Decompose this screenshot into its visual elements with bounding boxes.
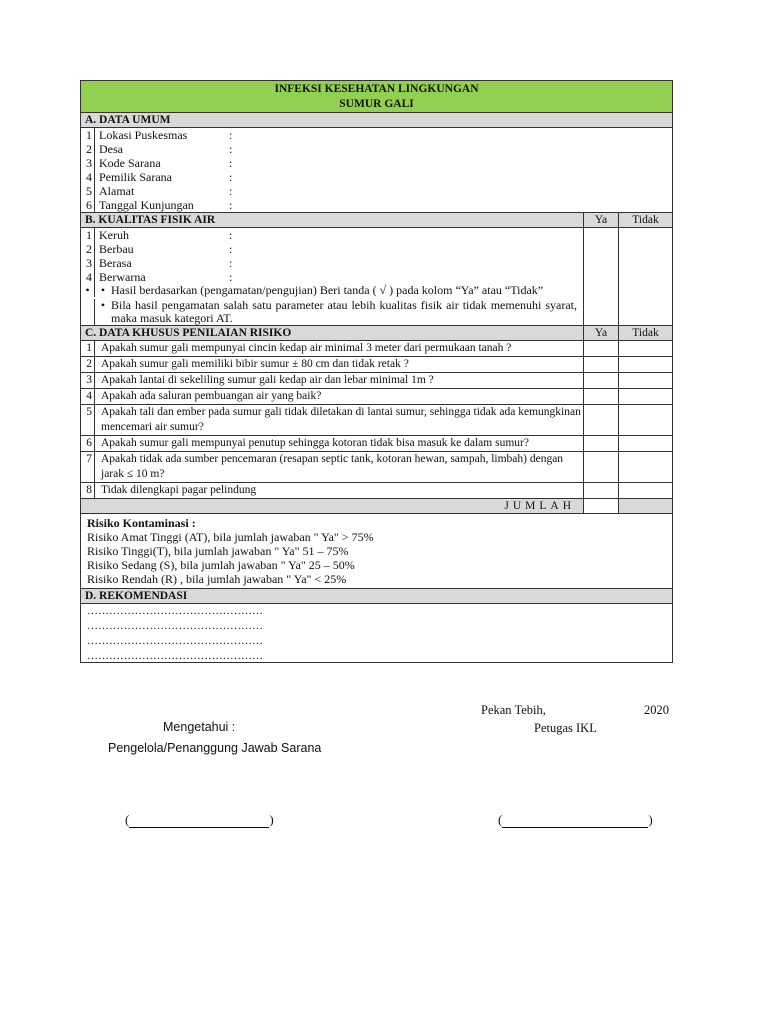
pengelola-label: Pengelola/Penanggung Jawab Sarana — [108, 741, 322, 755]
section_b-row — [81, 270, 583, 284]
section-a-header — [81, 113, 672, 128]
row-colon: : — [229, 156, 233, 170]
section-c-label: C. DATA KHUSUS PENILAIAN RISIKO — [85, 327, 292, 339]
answer-tidak-cell[interactable] — [618, 436, 672, 451]
note-text: Hasil berdasarkan (pengamatan/pengujian) Beri tanda ( √ ) pada kolom “Ya” atau “Tidak” — [111, 283, 544, 297]
row-value-field[interactable] — [239, 156, 672, 170]
bullet-outer-marker: • — [81, 284, 95, 297]
question-text: Apakah sumur gali mempunyai penutup sehingga kotoran tidak bisa masuk ke dalam sumur? — [101, 437, 529, 449]
section-d-label: D. REKOMENDASI — [85, 590, 188, 602]
risk-line: Risiko Rendah (R) , bila jumlah jawaban " Ya" < 25% — [87, 572, 347, 586]
row-colon: : — [229, 184, 233, 198]
rekomendasi-lines[interactable] — [81, 604, 672, 662]
rekomendasi-line: ………………………………………… — [87, 635, 263, 647]
risk-line: Risiko Tinggi(T), bila jumlah jawaban " Ya" 51 – 75% — [87, 544, 349, 558]
answer-tidak-cell[interactable] — [618, 341, 672, 356]
section-b-header — [81, 213, 672, 228]
row-value-field[interactable] — [239, 142, 672, 156]
bullet-outer-spacer — [81, 299, 95, 325]
section-d-header — [81, 589, 672, 604]
answer-tidak-cell[interactable] — [618, 373, 672, 388]
row-colon: : — [229, 170, 233, 184]
answer-tidak-cell[interactable] — [618, 452, 672, 482]
section-b-label: B. KUALITAS FISIK AIR — [85, 214, 216, 226]
note-text: Bila hasil pengamatan salah satu parameter atau lebih kualitas fisik air tidak memenuhi syarat, maka masuk kategori AT. — [111, 298, 577, 325]
jumlah-row — [81, 499, 672, 514]
signature-place: Pekan Tebih, — [481, 703, 546, 717]
row-number: 1 — [81, 128, 95, 142]
section-b-note-2 — [81, 297, 583, 325]
risk-title: Risiko Kontaminasi : — [87, 516, 196, 530]
signature-line-left — [125, 812, 274, 828]
paren-open: ( — [125, 812, 130, 827]
paren-open: ( — [498, 812, 503, 827]
section-b-body — [81, 228, 672, 326]
rekomendasi-line: ………………………………………… — [87, 650, 263, 662]
answer-ya-cell[interactable] — [583, 341, 618, 356]
row-number: 4 — [81, 170, 95, 184]
question-number: 3 — [81, 373, 95, 388]
question-number: 1 — [81, 341, 95, 356]
question-number: 6 — [81, 436, 95, 451]
question-text: Apakah sumur gali mempunyai cincin kedap air minimal 3 meter dari permukaan tanah ? — [101, 342, 512, 354]
section_a-row — [81, 128, 672, 142]
row-value-field[interactable] — [239, 170, 672, 184]
row-value-field[interactable] — [239, 256, 583, 270]
row-label: Alamat — [99, 184, 135, 198]
question-text: Apakah tidak ada sumber pencemaran (resapan septic tank, kotoran hewan, sampah, limbah) dengan jarak ≤ 10 m? — [101, 453, 564, 480]
answer-ya-cell[interactable] — [583, 389, 618, 404]
row-label: Tanggal Kunjungan — [99, 198, 194, 212]
form-title-line2: SUMUR GALI — [339, 98, 414, 110]
row-colon: : — [229, 270, 233, 284]
question-text: Apakah lantai di sekeliling sumur gali kedap air dan lebar minimal 1m ? — [101, 374, 434, 386]
row-colon: : — [229, 256, 233, 270]
row-label: Berbau — [99, 242, 134, 256]
question-row — [81, 483, 672, 499]
section-b-tidak-cell[interactable] — [618, 228, 672, 325]
row-number: 3 — [81, 256, 95, 270]
answer-ya-cell[interactable] — [583, 452, 618, 482]
section_b-row — [81, 228, 583, 242]
inspection-form — [80, 80, 673, 663]
section_b-row — [81, 256, 583, 270]
paren-close: ) — [269, 812, 274, 827]
question-row — [81, 357, 672, 373]
answer-tidak-cell[interactable] — [618, 357, 672, 372]
paren-close: ) — [648, 812, 653, 827]
answer-tidak-cell[interactable] — [618, 389, 672, 404]
answer-ya-cell[interactable] — [583, 436, 618, 451]
row-label: Desa — [99, 142, 123, 156]
question-number: 2 — [81, 357, 95, 372]
section_a-row — [81, 170, 672, 184]
section_a-row — [81, 142, 672, 156]
question-row — [81, 389, 672, 405]
row-label: Lokasi Puskesmas — [99, 128, 188, 142]
section-b-rows — [81, 228, 583, 284]
row-colon: : — [229, 242, 233, 256]
jumlah-label: JUMLAH — [504, 500, 575, 512]
row-number: 2 — [81, 242, 95, 256]
section_b-row — [81, 242, 583, 256]
section_a-row — [81, 184, 672, 198]
bullet-marker: • — [100, 283, 106, 297]
row-number: 3 — [81, 156, 95, 170]
row-label: Berasa — [99, 256, 132, 270]
row-number: 6 — [81, 198, 95, 212]
question-number: 7 — [81, 452, 95, 482]
form-title — [81, 81, 672, 113]
row-colon: : — [229, 198, 233, 212]
row-number: 5 — [81, 184, 95, 198]
signature-blank — [129, 815, 269, 828]
answer-ya-cell[interactable] — [583, 357, 618, 372]
section-b-ya-header: Ya — [583, 213, 618, 227]
row-value-field[interactable] — [239, 128, 672, 142]
petugas-label: Petugas IKL — [534, 721, 597, 735]
section-a-label: A. DATA UMUM — [85, 114, 171, 126]
section-c-tidak-header: Tidak — [618, 326, 672, 340]
form-title-line1: INFEKSI KESEHATAN LINGKUNGAN — [274, 83, 479, 95]
risk-line: Risiko Sedang (S), bila jumlah jawaban " Ya" 25 – 50% — [87, 558, 355, 572]
question-text: Tidak dilengkapi pagar pelindung — [101, 484, 257, 496]
question-text: Apakah ada saluran pembuangan air yang baik? — [101, 390, 322, 402]
row-colon: : — [229, 228, 233, 242]
row-value-field[interactable] — [239, 184, 672, 198]
jumlah-ya-cell[interactable] — [583, 499, 618, 513]
question-number: 5 — [81, 405, 95, 435]
section-b-tidak-header: Tidak — [618, 213, 672, 227]
rekomendasi-line: ………………………………………… — [87, 605, 263, 617]
question-number: 4 — [81, 389, 95, 404]
answer-tidak-cell[interactable] — [618, 405, 672, 435]
section-c-header — [81, 326, 672, 341]
row-label: Berwarna — [99, 270, 146, 284]
row-value-field[interactable] — [239, 198, 672, 212]
answer-ya-cell[interactable] — [583, 405, 618, 435]
section-c-ya-header: Ya — [583, 326, 618, 340]
bullet-marker: • — [100, 298, 106, 312]
row-value-field[interactable] — [239, 270, 583, 284]
rekomendasi-line: ………………………………………… — [87, 620, 263, 632]
question-number: 8 — [81, 483, 95, 498]
row-label: Kode Sarana — [99, 156, 161, 170]
row-value-field[interactable] — [239, 228, 583, 242]
section-c-questions — [81, 341, 672, 499]
section-a-rows — [81, 128, 672, 213]
section_a-row — [81, 156, 672, 170]
section_a-row — [81, 198, 672, 212]
question-row — [81, 373, 672, 389]
risk-line: Risiko Amat Tinggi (AT), bila jumlah jawaban " Ya" > 75% — [87, 530, 374, 544]
question-text: Apakah tali dan ember pada sumur gali tidak diletakan di lantai sumur, sehingga tidak ada kemungkinan mencemari air sumur? — [101, 406, 581, 433]
row-label: Pemilik Sarana — [99, 170, 172, 184]
signature-line-right — [498, 812, 653, 828]
row-number: 4 — [81, 270, 95, 284]
row-colon: : — [229, 128, 233, 142]
row-colon: : — [229, 142, 233, 156]
row-number: 2 — [81, 142, 95, 156]
section-b-ya-cell[interactable] — [583, 228, 618, 325]
question-text: Apakah sumur gali memiliki bibir sumur ± 80 cm dan tidak retak ? — [101, 358, 409, 370]
risk-box — [81, 514, 672, 589]
signature-year: 2020 — [644, 703, 669, 717]
row-number: 1 — [81, 228, 95, 242]
mengetahui-label: Mengetahui : — [163, 720, 236, 734]
answer-ya-cell[interactable] — [583, 483, 618, 498]
answer-tidak-cell[interactable] — [618, 483, 672, 498]
jumlah-tidak-cell[interactable] — [618, 499, 672, 513]
question-row — [81, 452, 672, 483]
answer-ya-cell[interactable] — [583, 373, 618, 388]
question-row — [81, 341, 672, 357]
row-label: Keruh — [99, 228, 129, 242]
question-row — [81, 436, 672, 452]
section-b-note-1 — [81, 284, 583, 297]
section-b-left — [81, 228, 583, 325]
row-value-field[interactable] — [239, 242, 583, 256]
signature-blank — [502, 815, 648, 828]
question-row — [81, 405, 672, 436]
